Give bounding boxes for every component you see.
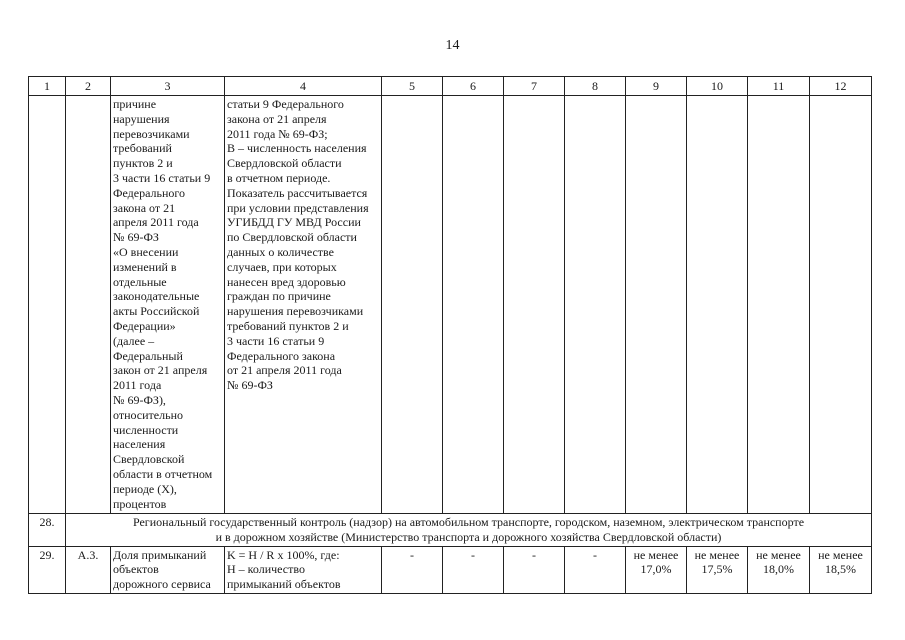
target-value-cell: не менее 17,0% (626, 546, 687, 593)
indicator-name-cell: причине нарушения перевозчиками требований пунктов 2 и 3 части 16 статьи 9 Федерального закона от 21 апреля 2011 года № 69-ФЗ «О внесении изменений в отдельные законодательные акты Российской Федерации» (далее – Федеральный закон от 21 апреля 2011 года № 69-ФЗ), относительно численности населения Свердловской области в отчетном периоде (X), процентов (111, 96, 225, 514)
column-header: 8 (565, 77, 626, 96)
section-title: Региональный государственный контроль (надзор) на автомобильном транспорте, городском, наземном, электрическом транспорте и в дорожном хозяйстве (Министерство транспорта и дорожного хозяйства Свердловской области) (66, 514, 872, 547)
page-number: 14 (445, 38, 460, 53)
empty-cell (810, 96, 872, 514)
row-number: 28. (29, 514, 66, 547)
indicators-table (28, 76, 872, 594)
column-header: 9 (626, 77, 687, 96)
header-row (29, 77, 872, 96)
target-value-cell: не менее 17,5% (687, 546, 748, 593)
column-header: 12 (810, 77, 872, 96)
formula-cell: статьи 9 Федерального закона от 21 апреля 2011 года № 69-ФЗ; B – численность населения Свердловской области в отчетном периоде. Показатель рассчитывается при условии представления УГИБДД ГУ МВД России по Свердловской области данных о количестве случаев, при которых нанесен вред здоровью граждан по причине нарушения перевозчиками требований пунктов 2 и 3 части 16 статьи 9 Федерального закона от 21 апреля 2011 года № 69-ФЗ (225, 96, 382, 514)
value-cell: - (382, 546, 443, 593)
formula-cell: K = H / R x 100%, где: H – количество примыканий объектов (225, 546, 382, 593)
empty-cell (443, 96, 504, 514)
empty-cell (565, 96, 626, 514)
table-row (29, 546, 872, 593)
empty-cell (504, 96, 565, 514)
value-cell: - (504, 546, 565, 593)
empty-cell (748, 96, 810, 514)
column-header: 11 (748, 77, 810, 96)
continuation-row (29, 96, 872, 514)
indicator-code: А.3. (66, 546, 111, 593)
value-cell: - (565, 546, 626, 593)
column-header: 1 (29, 77, 66, 96)
row-number: 29. (29, 546, 66, 593)
column-header: 5 (382, 77, 443, 96)
empty-cell (626, 96, 687, 514)
column-header: 7 (504, 77, 565, 96)
empty-cell (687, 96, 748, 514)
target-value-cell: не менее 18,0% (748, 546, 810, 593)
column-header: 4 (225, 77, 382, 96)
empty-cell (29, 96, 66, 514)
column-header: 3 (111, 77, 225, 96)
empty-cell (382, 96, 443, 514)
indicator-name-cell: Доля примыканий объектов дорожного сервиса (111, 546, 225, 593)
value-cell: - (443, 546, 504, 593)
target-value-cell: не менее 18,5% (810, 546, 872, 593)
section-row (29, 514, 872, 547)
column-header: 10 (687, 77, 748, 96)
empty-cell (66, 96, 111, 514)
column-header: 6 (443, 77, 504, 96)
column-header: 2 (66, 77, 111, 96)
